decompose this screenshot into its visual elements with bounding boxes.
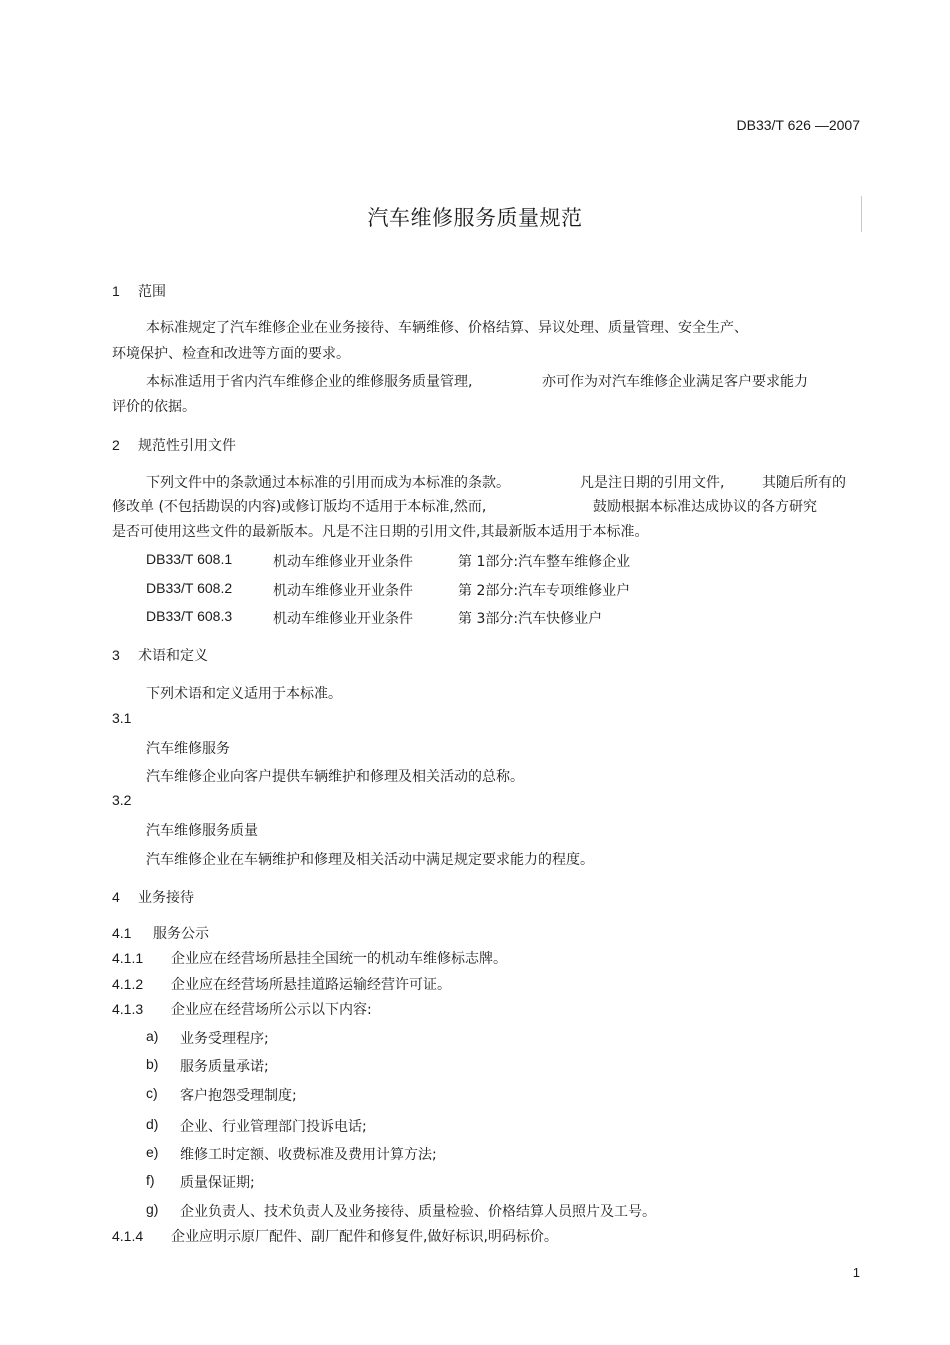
section-2-line2a: 修改单 (不包括勘误的内容)或修订版均不适用于本标准,然而, (112, 499, 487, 515)
reference-row (0, 608, 950, 628)
list-item-label: e) (146, 1144, 159, 1160)
reference-name: 机动车维修业开业条件 (273, 611, 413, 627)
subsection-4-1-heading: 4.1 服务公示 (112, 925, 209, 942)
term-name: 汽车维修服务 (146, 741, 230, 757)
reference-row (0, 580, 950, 600)
list-item (0, 1028, 950, 1048)
list-item (0, 1116, 950, 1136)
reference-part: 第 3部分:汽车快修业户 (458, 611, 603, 627)
section-2-line1c: 其随后所有的 (762, 475, 846, 491)
section-3-heading: 3 术语和定义 (112, 647, 208, 664)
page-edge-line (861, 196, 862, 232)
clause-4-1-3: 4.1.3 企业应在经营场所公示以下内容: (112, 1001, 372, 1018)
reference-name: 机动车维修业开业条件 (273, 554, 413, 570)
section-2-line2b: 鼓励根据本标准达成协议的各方研究 (593, 499, 817, 515)
section-4-heading: 4 业务接待 (112, 889, 194, 906)
list-item-text: 企业、行业管理部门投诉电话; (180, 1119, 367, 1135)
reference-name: 机动车维修业开业条件 (273, 583, 413, 599)
section-2-line1a: 下列文件中的条款通过本标准的引用而成为本标准的条款。 (146, 475, 510, 491)
list-item-text: 企业负责人、技术负责人及业务接待、质量检验、价格结算人员照片及工号。 (180, 1204, 656, 1220)
reference-part: 第 2部分:汽车专项维修业户 (458, 583, 631, 599)
reference-code: DB33/T 608.2 (146, 580, 233, 596)
term-definition: 汽车维修企业向客户提供车辆维护和修理及相关活动的总称。 (146, 769, 524, 785)
reference-part: 第 1部分:汽车整车维修企业 (458, 554, 631, 570)
section-1-para1-line1: 本标准规定了汽车维修企业在业务接待、车辆维修、价格结算、异议处理、质量管理、安全生产、 (146, 320, 748, 336)
list-item-label: f) (146, 1172, 155, 1188)
section-2-heading: 2 规范性引用文件 (112, 437, 236, 454)
list-item-text: 服务质量承诺; (180, 1059, 269, 1075)
section-1-para2-line1b: 亦可作为对汽车维修企业满足客户要求能力 (542, 374, 808, 390)
term-definition: 汽车维修企业在车辆维护和修理及相关活动中满足规定要求能力的程度。 (146, 852, 594, 868)
section-2-line1b: 凡是注日期的引用文件, (580, 475, 725, 491)
list-item-label: d) (146, 1116, 159, 1132)
clause-4-1-1: 4.1.1 企业应在经营场所悬挂全国统一的机动车维修标志牌。 (112, 950, 507, 967)
reference-row (0, 551, 950, 571)
section-1-heading: 1 范围 (112, 283, 166, 300)
list-item (0, 1172, 950, 1192)
document-title: 汽车维修服务质量规范 (367, 206, 583, 230)
list-item-text: 维修工时定额、收费标准及费用计算方法; (180, 1147, 437, 1163)
list-item-text: 质量保证期; (180, 1175, 255, 1191)
list-item-label: a) (146, 1028, 159, 1044)
term-name: 汽车维修服务质量 (146, 823, 258, 839)
section-1-para2-line1a: 本标准适用于省内汽车维修企业的维修服务质量管理, (146, 374, 473, 390)
term-number: 3.2 (112, 792, 132, 808)
list-item-text: 客户抱怨受理制度; (180, 1088, 297, 1104)
term-number: 3.1 (112, 710, 132, 726)
section-1-para1-line2: 环境保护、检查和改进等方面的要求。 (112, 346, 350, 362)
standard-number: DB33/T 626 —2007 (736, 117, 860, 133)
reference-code: DB33/T 608.3 (146, 608, 233, 624)
clause-4-1-4: 4.1.4 企业应明示原厂配件、副厂配件和修复件,做好标识,明码标价。 (112, 1228, 558, 1245)
list-item-label: b) (146, 1056, 159, 1072)
section-2-line3: 是否可使用这些文件的最新版本。凡是不注日期的引用文件,其最新版本适用于本标准。 (112, 524, 649, 540)
list-item (0, 1085, 950, 1105)
list-item-text: 业务受理程序; (180, 1031, 269, 1047)
section-3-intro: 下列术语和定义适用于本标准。 (146, 686, 342, 702)
list-item-label: g) (146, 1201, 159, 1217)
list-item-label: c) (146, 1085, 158, 1101)
section-1-para2-line2: 评价的依据。 (112, 399, 196, 415)
page-number: 1 (852, 1265, 860, 1280)
list-item (0, 1056, 950, 1076)
list-item (0, 1144, 950, 1164)
clause-4-1-2: 4.1.2 企业应在经营场所悬挂道路运输经营许可证。 (112, 976, 451, 993)
reference-code: DB33/T 608.1 (146, 551, 233, 567)
list-item (0, 1201, 950, 1221)
